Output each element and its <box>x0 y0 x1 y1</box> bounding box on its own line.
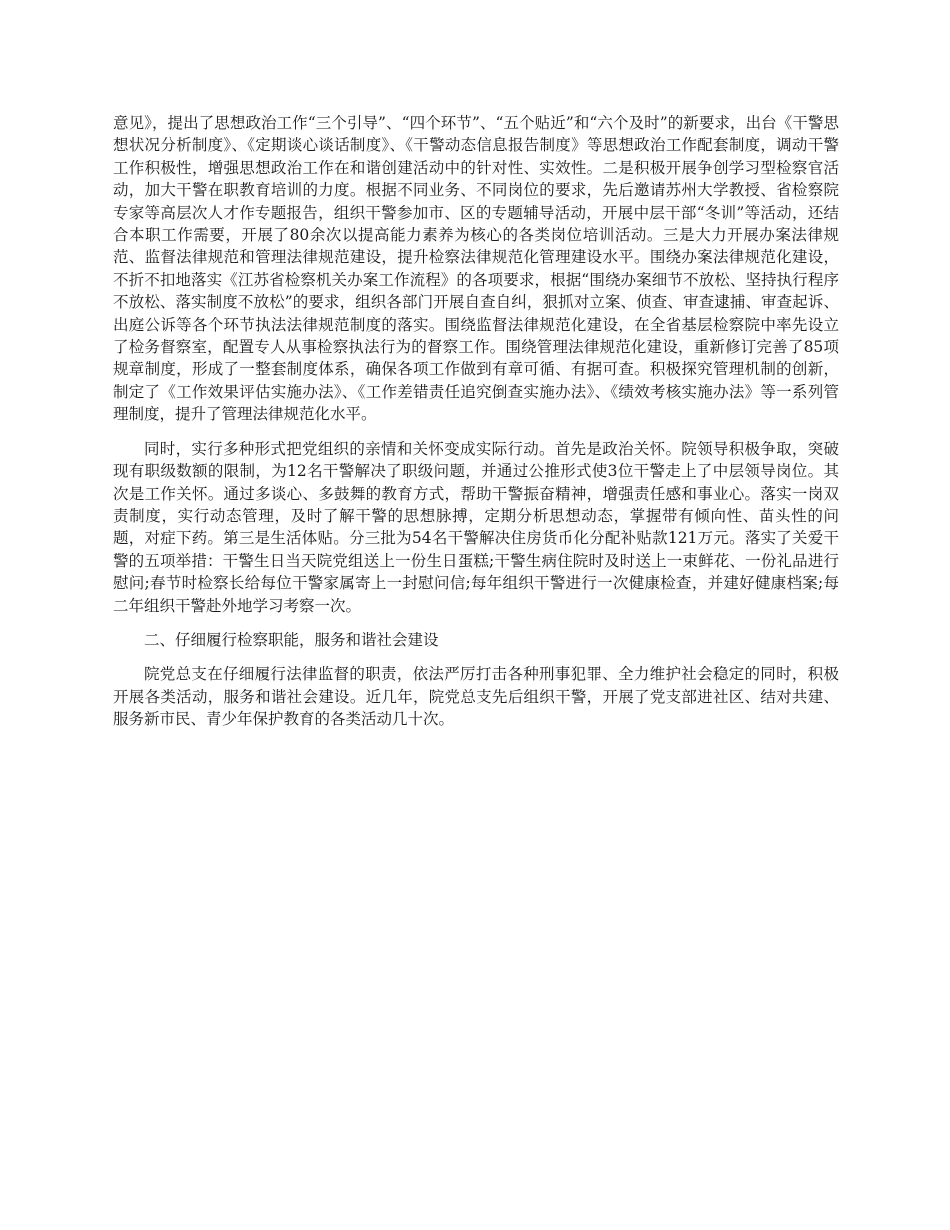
document-body <box>113 112 839 743</box>
section-heading: 二、仔细履行检察职能，服务和谐社会建设 <box>144 630 439 649</box>
paragraph-social-service: 院党总支在仔细履行法律监督的职责，依法严厉打击各种刑事犯罪、全力维护社会稳定的同时，积极开展各类活动，服务和谐社会建设。近几年，院党总支先后组织干警，开展了党支部进社区、结对共建、服务新市民、青少年保护教育的各类活动几十次。 <box>113 665 839 729</box>
paragraph-care-measures: 同时，实行多种形式把党组织的亲情和关怀变成实际行动。首先是政治关怀。院领导积极争取，突破现有职级数额的限制，为12名干警解决了职级问题，并通过公推形式使3位干警走上了中层领导岗位。其次是工作关怀。通过多谈心、多鼓舞的教育方式，帮助干警振奋精神，增强责任感和事业心。落实一岗双责制度，实行动态管理，及时了解干警的思想脉搏，定期分析思想动态，掌握带有倾向性、苗头性的问题，对症下药。第三是生活体贴。分三批为54名干警解决住房货币化分配补贴款121万元。落实了关爱干警的五项举措：干警生日当天院党组送上一份生日蛋糕;干警生病住院时及时送上一束鲜花、一份礼品进行慰问;春节时检察长给每位干警家属寄上一封慰问信;每年组织干警进行一次健康检查，并建好健康档案;每二年组织干警赴外地学习考察一次。 <box>113 439 839 615</box>
paragraph-continuation: 意见》，提出了思想政治工作“三个引导”、“四个环节”、“五个贴近”和“六个及时”的新要求，出台《干警思想状况分析制度》、《定期谈心谈话制度》、《干警动态信息报告制度》等思想政治工作配套制度，调动干警工作积极性，增强思想政治工作在和谐创建活动中的针对性、实效性。二是积极开展争创学习型检察官活动，加大干警在职教育培训的力度。根据不同业务、不同岗位的要求，先后邀请苏州大学教授、省检察院专家等高层次人才作专题报告，组织干警参加市、区的专题辅导活动，开展中层干部“冬训”等活动，还结合本职工作需要，开展了80余次以提高能力素养为核心的各类岗位培训活动。三是大力开展办案法律规范、监督法律规范和管理法律规范建设，提升检察法律规范化管理建设水平。围绕办案法律规范化建设，不折不扣地落实《江苏省检察机关办案工作流程》的各项要求，根据“围绕办案细节不放松、坚持执行程序不放松、落实制度不放松”的要求，组织各部门开展自查自纠，狠抓对立案、侦查、审查逮捕、审查起诉、出庭公诉等各个环节执法法律规范制度的落实。围绕监督法律规范化建设，在全省基层检察院中率先设立了检务督察室，配置专人从事检察执法行为的督察工作。围绕管理法律规范化建设，重新修订完善了85项规章制度，形成了一整套制度体系，确保各项工作做到有章可循、有据可查。积极探究管理机制的创新，制定了《工作效果评估实施办法》、《工作差错责任追究倒查实施办法》、《绩效考核实施办法》等一系列管理制度，提升了管理法律规范化水平。 <box>113 114 839 424</box>
